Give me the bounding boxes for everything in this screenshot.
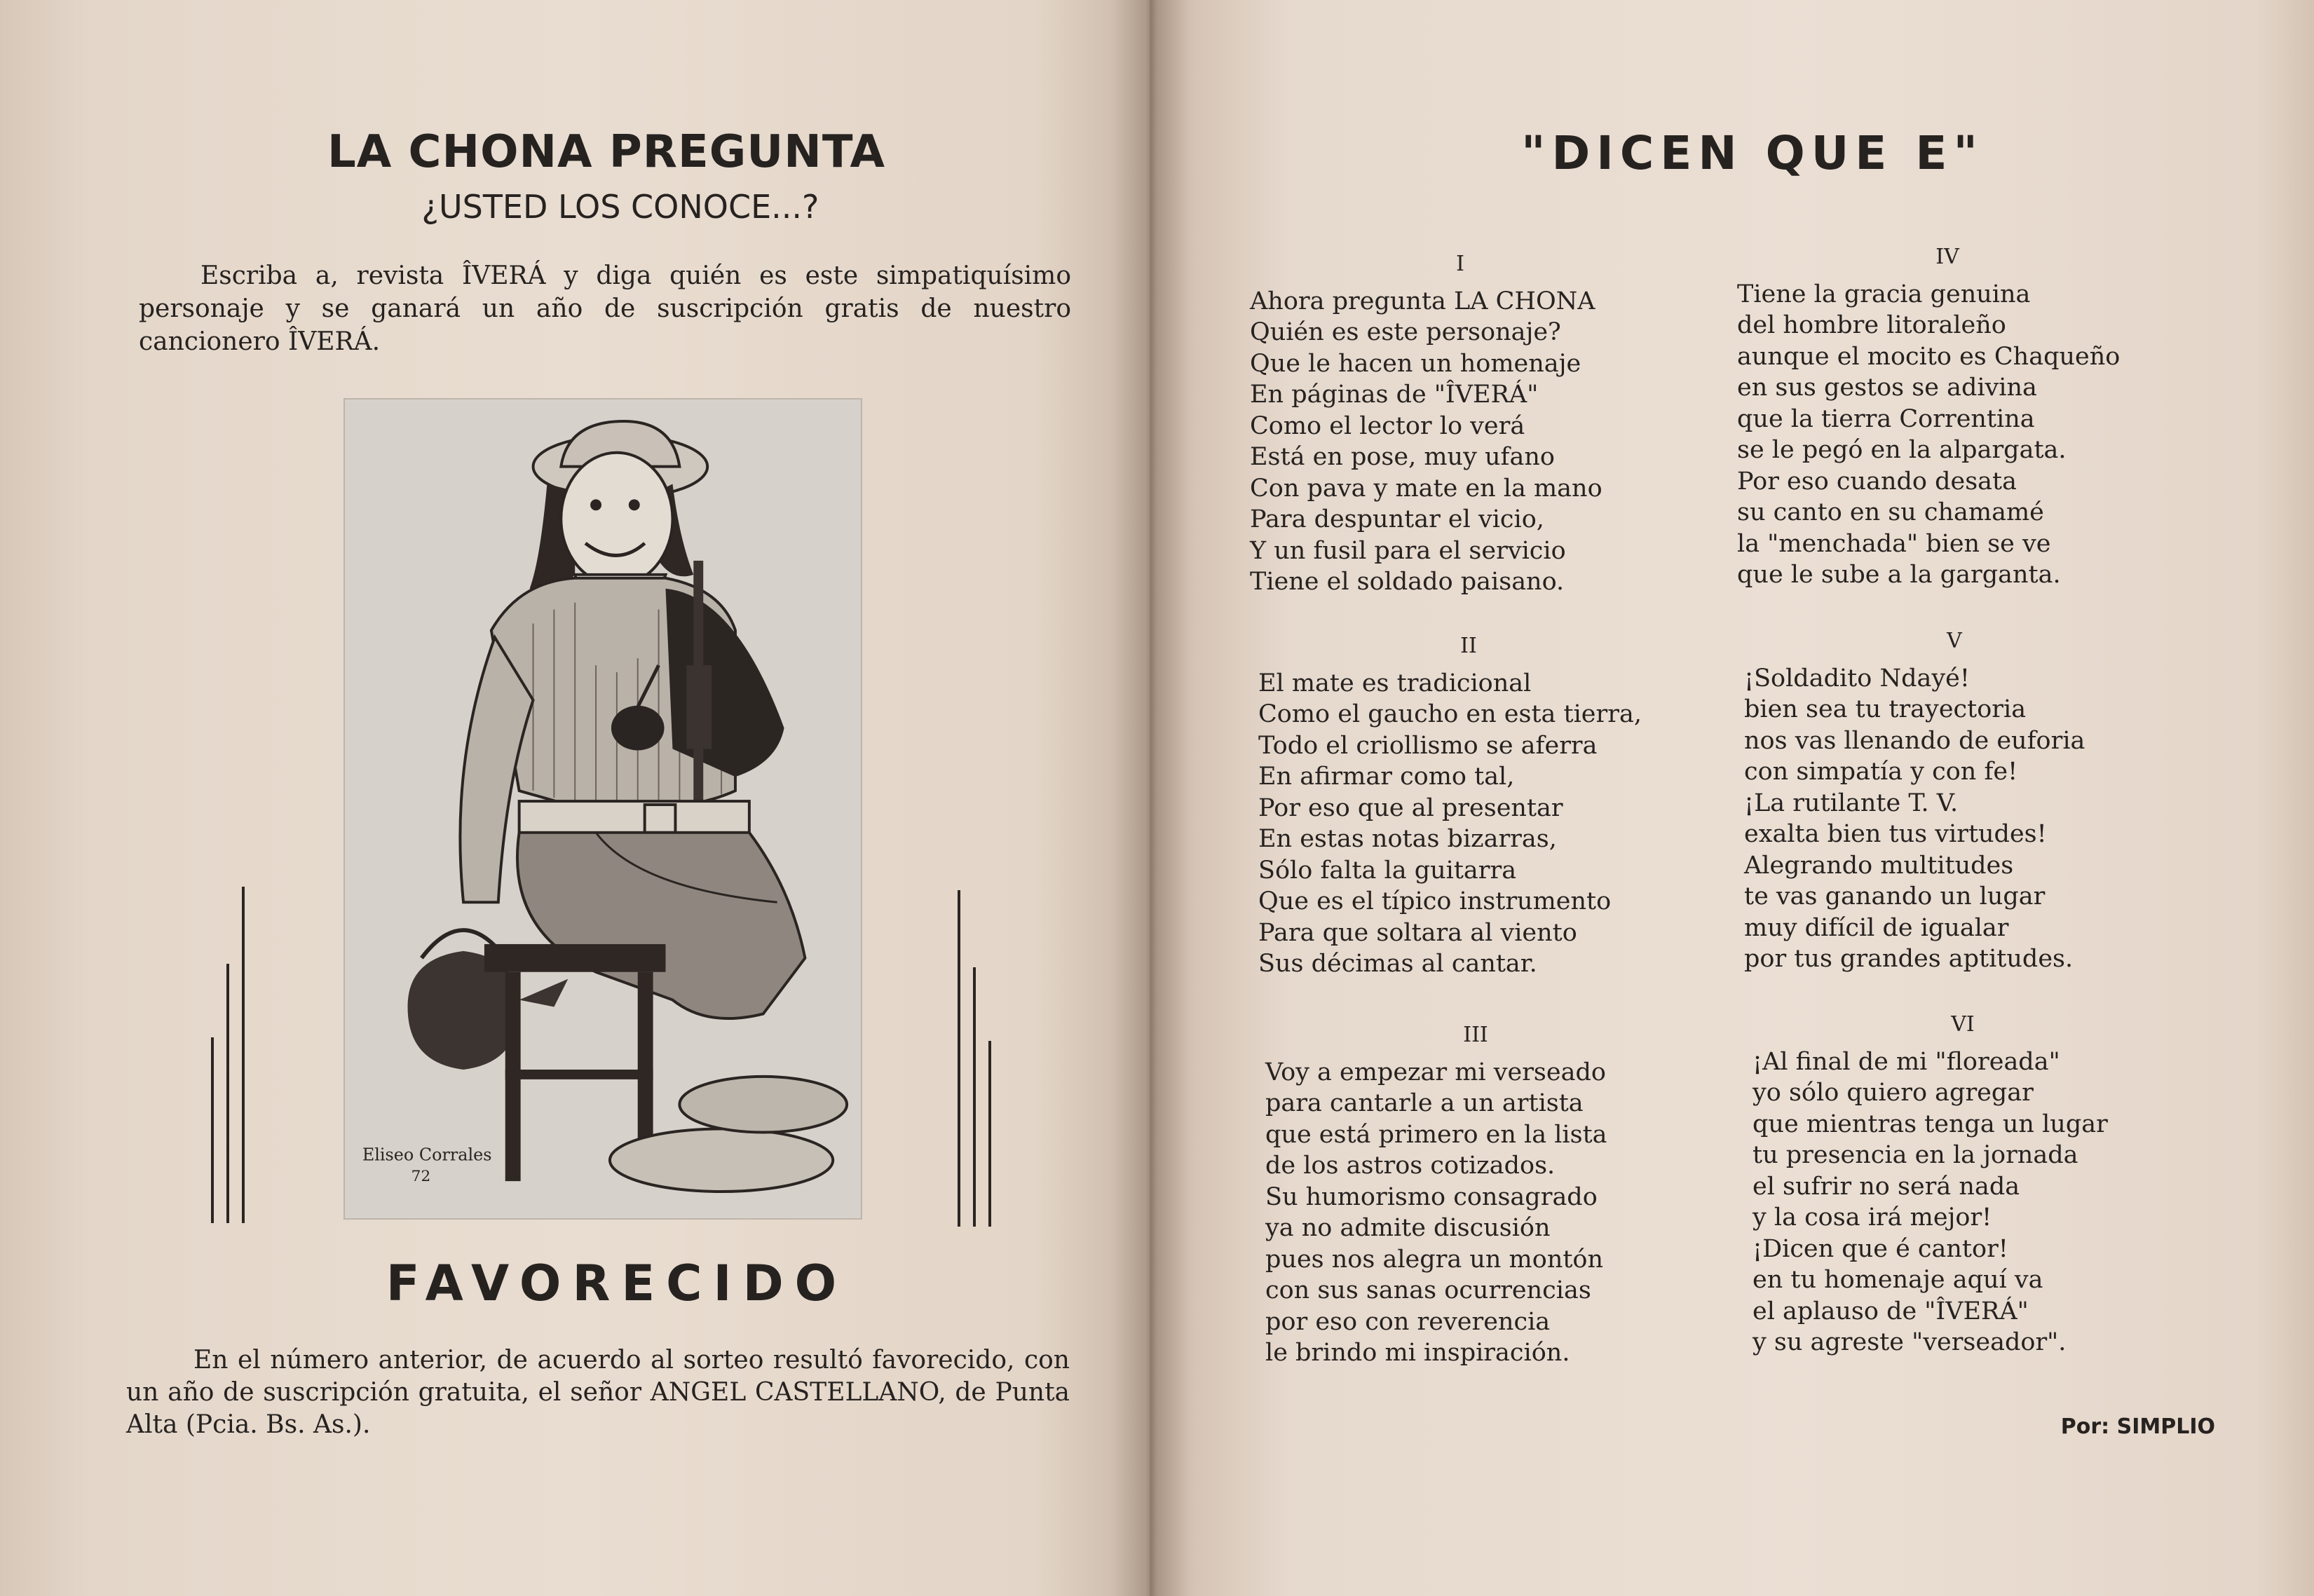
verse-line: Para despuntar el vicio, bbox=[1250, 505, 1544, 533]
stanza-numeral: VI bbox=[1951, 1012, 1975, 1037]
illustration-signature: Eliseo Corrales bbox=[362, 1145, 492, 1165]
book-gutter bbox=[1111, 0, 1188, 1596]
verse-line: que mientras tenga un lugar bbox=[1752, 1110, 2108, 1138]
verse-line: Como el lector lo verá bbox=[1250, 411, 1525, 440]
verse-line: Y un fusil para el servicio bbox=[1250, 536, 1566, 565]
verse-line: Está en pose, muy ufano bbox=[1250, 443, 1555, 471]
verse-line: Que es el típico instrumento bbox=[1258, 887, 1612, 915]
verse-line: pues nos alegra un montón bbox=[1265, 1245, 1604, 1274]
stanza-3 bbox=[1265, 1020, 1686, 1369]
decorative-rule bbox=[988, 1041, 991, 1227]
verse-line: Todo el criollismo se aferra bbox=[1258, 731, 1598, 760]
contest-intro bbox=[139, 259, 1071, 358]
verse-line: En páginas de "ÎVERÁ" bbox=[1250, 381, 1539, 409]
verse-line: con sus sanas ocurrencias bbox=[1265, 1276, 1591, 1304]
verse-line: Quién es este personaje? bbox=[1250, 318, 1561, 346]
verse-line: en tu homenaje aquí va bbox=[1752, 1266, 2043, 1294]
verse-line: ¡Dicen que é cantor! bbox=[1752, 1234, 2008, 1263]
page-title: LA CHONA PREGUNTA bbox=[327, 126, 886, 178]
left-page bbox=[0, 0, 1150, 1596]
verse-line: Para que soltara al viento bbox=[1258, 918, 1577, 947]
verse-line: su canto en su chamamé bbox=[1737, 498, 2044, 526]
verse-line: Tiene el soldado paisano. bbox=[1250, 568, 1565, 596]
verse-line: el aplauso de "ÎVERÁ" bbox=[1752, 1297, 2029, 1325]
poem-byline: Por: SIMPLIO bbox=[2060, 1414, 2215, 1439]
stanza-numeral: IV bbox=[1935, 245, 1959, 269]
verse-line: con simpatía y con fe! bbox=[1744, 758, 2018, 786]
decorative-rule bbox=[242, 887, 245, 1223]
verse-line: El mate es tradicional bbox=[1258, 669, 1532, 697]
decorative-rule bbox=[958, 890, 960, 1227]
verse-line: en sus gestos se adivina bbox=[1737, 374, 2037, 402]
verse-line: nos vas llenando de euforia bbox=[1744, 726, 2085, 755]
contest-intro-text: Escriba a, revista ÎVERÁ y diga quién es este simpatiquísimo personaje y se ganará un año de suscripción gratis de nuestro cancionero ÎVERÁ. bbox=[139, 261, 1071, 356]
verse-line: ya no admite discusión bbox=[1265, 1214, 1551, 1242]
caricature-drawing bbox=[345, 400, 861, 1218]
stanza-numeral: I bbox=[1456, 252, 1464, 276]
verse-line: Alegrando multitudes bbox=[1744, 851, 2014, 880]
stanza-4 bbox=[1737, 242, 2158, 591]
winner-announcement bbox=[126, 1344, 1070, 1441]
decorative-rule bbox=[211, 1037, 214, 1223]
verse-line: En afirmar como tal, bbox=[1258, 763, 1515, 791]
verse-line: exalta bien tus virtudes! bbox=[1744, 820, 2047, 848]
stanza-5 bbox=[1744, 626, 2165, 975]
verse-line: Voy a empezar mi verseado bbox=[1265, 1058, 1606, 1086]
verse-line: En estas notas bizarras, bbox=[1258, 825, 1557, 853]
winner-text: En el número anterior, de acuerdo al sorteo resultó favorecido, con un año de suscripción gratuita, el señor ANGEL CASTELLANO, de Punta Alta (Pcia. Bs. As.). bbox=[126, 1346, 1070, 1439]
verse-line: Como el gaucho en esta tierra, bbox=[1258, 700, 1642, 728]
verse-line: el sufrir no será nada bbox=[1752, 1172, 2020, 1201]
verse-line: Que le hacen un homenaje bbox=[1250, 349, 1581, 378]
verse-line: Sólo falta la guitarra bbox=[1258, 856, 1517, 885]
verse-line: la "menchada" bien se ve bbox=[1737, 529, 2051, 558]
verse-line: le brindo mi inspiración. bbox=[1265, 1339, 1570, 1367]
verse-line: ¡La rutilante T. V. bbox=[1744, 789, 1959, 817]
verse-line: Con pava y mate en la mano bbox=[1250, 474, 1602, 503]
verse-line: Por eso cuando desata bbox=[1737, 467, 2017, 496]
verse-line: que la tierra Correntina bbox=[1737, 404, 2035, 433]
verse-line: Sus décimas al cantar. bbox=[1258, 950, 1537, 978]
verse-line: Tiene la gracia genuina bbox=[1737, 280, 2031, 308]
verse-line: del hombre litoraleño bbox=[1737, 311, 2006, 339]
verse-line: para cantarle a un artista bbox=[1265, 1089, 1584, 1117]
verse-line: por tus grandes aptitudes. bbox=[1744, 945, 2074, 973]
stanza-numeral: V bbox=[1947, 629, 1962, 653]
poem-title: "DICEN QUE E" bbox=[1521, 126, 1984, 180]
stanza-numeral: II bbox=[1460, 634, 1477, 658]
verse-line: por eso con reverencia bbox=[1265, 1307, 1551, 1336]
stanza-numeral: III bbox=[1463, 1023, 1488, 1047]
verse-line: bien sea tu trayectoria bbox=[1744, 695, 2027, 723]
verse-line: y la cosa irá mejor! bbox=[1752, 1203, 1992, 1232]
stanza-6 bbox=[1752, 1009, 2173, 1358]
verse-line: te vas ganando un lugar bbox=[1744, 882, 2046, 910]
caricature-illustration bbox=[343, 398, 862, 1220]
decorative-rule bbox=[226, 964, 229, 1223]
winner-title: FAVORECIDO bbox=[386, 1255, 848, 1312]
verse-line: Por eso que al presentar bbox=[1258, 793, 1563, 822]
verse-line: ¡Al final de mi "floreada" bbox=[1752, 1047, 2060, 1076]
verse-line: Su humorismo consagrado bbox=[1265, 1182, 1598, 1211]
verse-line: que le sube a la garganta. bbox=[1737, 561, 2061, 589]
verse-line: muy difícil de igualar bbox=[1744, 913, 2009, 942]
stanza-1 bbox=[1250, 249, 1670, 598]
verse-line: aunque el mocito es Chaqueño bbox=[1737, 342, 2121, 371]
verse-line: que está primero en la lista bbox=[1265, 1120, 1607, 1149]
verse-line: yo sólo quiero agregar bbox=[1752, 1079, 2034, 1107]
verse-line: y su agreste "verseador". bbox=[1752, 1328, 2067, 1356]
verse-line: ¡Soldadito Ndayé! bbox=[1744, 664, 1970, 693]
page-subtitle: ¿USTED LOS CONOCE...? bbox=[421, 188, 819, 226]
verse-line: se le pegó en la alpargata. bbox=[1737, 436, 2067, 464]
stanza-2 bbox=[1258, 631, 1679, 980]
illustration-signature-year: 72 bbox=[411, 1168, 431, 1186]
verse-line: de los astros cotizados. bbox=[1265, 1152, 1556, 1180]
decorative-rule bbox=[973, 967, 976, 1227]
verse-line: Ahora pregunta LA CHONA bbox=[1250, 287, 1595, 315]
verse-line: tu presencia en la jornada bbox=[1752, 1141, 2078, 1169]
